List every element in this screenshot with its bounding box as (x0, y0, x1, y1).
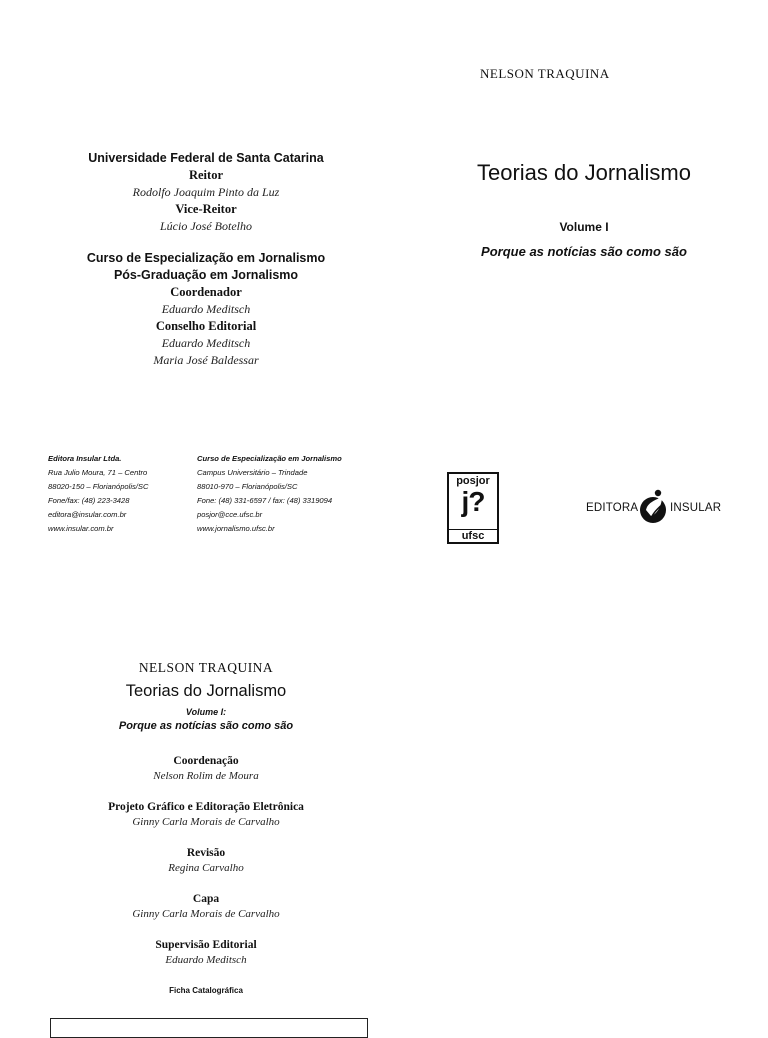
email-link: posjor@cce.ufsc.br (197, 510, 263, 519)
leaf-icon (638, 488, 668, 532)
address-line: 88020-150 – Florianópolis/SC (48, 482, 149, 491)
coordenador-name: Eduardo Meditsch (161, 302, 251, 316)
credit-name: Ginny Carla Morais de Carvalho (132, 816, 280, 828)
address-editora-insular (48, 452, 188, 536)
conselho-label: Conselho Editorial (155, 319, 257, 333)
reitor-name: Rodolfo Joaquim Pinto da Luz (132, 185, 280, 199)
credit-name: Regina Carvalho (168, 862, 244, 874)
course-name: Curso de Especialização em Jornalismo (86, 251, 326, 265)
credit-name: Ginny Carla Morais de Carvalho (132, 908, 280, 920)
email-link: editora@insular.com.br (48, 510, 127, 519)
conselho-member: Maria José Baldessar (153, 353, 259, 367)
posjor-logo-mark: j? (461, 486, 485, 517)
vice-reitor-label: Vice-Reitor (175, 202, 237, 216)
address-heading: Editora Insular Ltda. (48, 454, 122, 463)
website-link: www.insular.com.br (48, 524, 114, 533)
book-title: Teorias do Jornalismo (125, 682, 287, 700)
address-line: 88010-970 – Florianópolis/SC (197, 482, 298, 491)
posjor-ufsc-logo (447, 472, 499, 544)
postgrad-name: Pós-Graduação em Jornalismo (113, 268, 299, 282)
address-line: Campus Universitário – Trindade (197, 468, 308, 477)
credit-role: Coordenação (173, 755, 239, 767)
posjor-logo-top: posjor (456, 475, 490, 487)
volume-label-right: Volume I (559, 220, 609, 234)
logo-word-insular: INSULAR (670, 502, 722, 514)
volume-label: Volume I: (185, 707, 227, 717)
credit-coordenacao (40, 754, 372, 784)
address-heading: Curso de Especialização em Jornalismo (197, 454, 342, 463)
credit-revisao (40, 846, 372, 876)
book-subtitle-right: Porque as notícias são como são (481, 244, 687, 259)
ficha-catalografica-box (50, 1018, 368, 1038)
institution-name: Universidade Federal de Santa Catarina (88, 151, 324, 165)
reitor-label: Reitor (188, 168, 223, 182)
credit-role: Revisão (186, 847, 226, 859)
vice-reitor-name: Lúcio José Botelho (160, 219, 252, 233)
credit-capa (40, 892, 372, 922)
posjor-logo-bottom: ufsc (449, 529, 497, 542)
author-name: NELSON TRAQUINA (138, 660, 274, 675)
address-line: Rua Julio Moura, 71 – Centro (48, 468, 148, 477)
credit-name: Eduardo Meditsch (165, 954, 247, 966)
university-credits (40, 150, 372, 369)
address-line: Fone/fax: (48) 223-3428 (48, 496, 130, 505)
ficha-catalografica-label: Ficha Catalográfica (169, 986, 243, 995)
address-line: Fone: (48) 331-6597 / fax: (48) 3319094 (197, 496, 333, 505)
book-title-right: Teorias do Jornalismo (477, 160, 691, 185)
credit-name: Nelson Rolim de Moura (153, 770, 259, 782)
coordenador-label: Coordenador (170, 285, 242, 299)
credit-supervisao (40, 938, 372, 968)
editora-insular-logo (584, 488, 734, 532)
author-name-right: NELSON TRAQUINA (480, 66, 610, 81)
address-curso-jornalismo (197, 452, 382, 536)
book-credits (40, 660, 372, 995)
conselho-member: Eduardo Meditsch (161, 336, 251, 350)
credit-role: Capa (192, 893, 220, 905)
website-link: www.jornalismo.ufsc.br (197, 524, 275, 533)
credit-role: Projeto Gráfico e Editoração Eletrônica (108, 801, 304, 813)
credit-role: Supervisão Editorial (155, 939, 257, 951)
logo-word-editora: EDITORA (586, 502, 639, 514)
book-subtitle: Porque as notícias são como são (118, 720, 294, 732)
credit-projeto-grafico (40, 800, 372, 830)
